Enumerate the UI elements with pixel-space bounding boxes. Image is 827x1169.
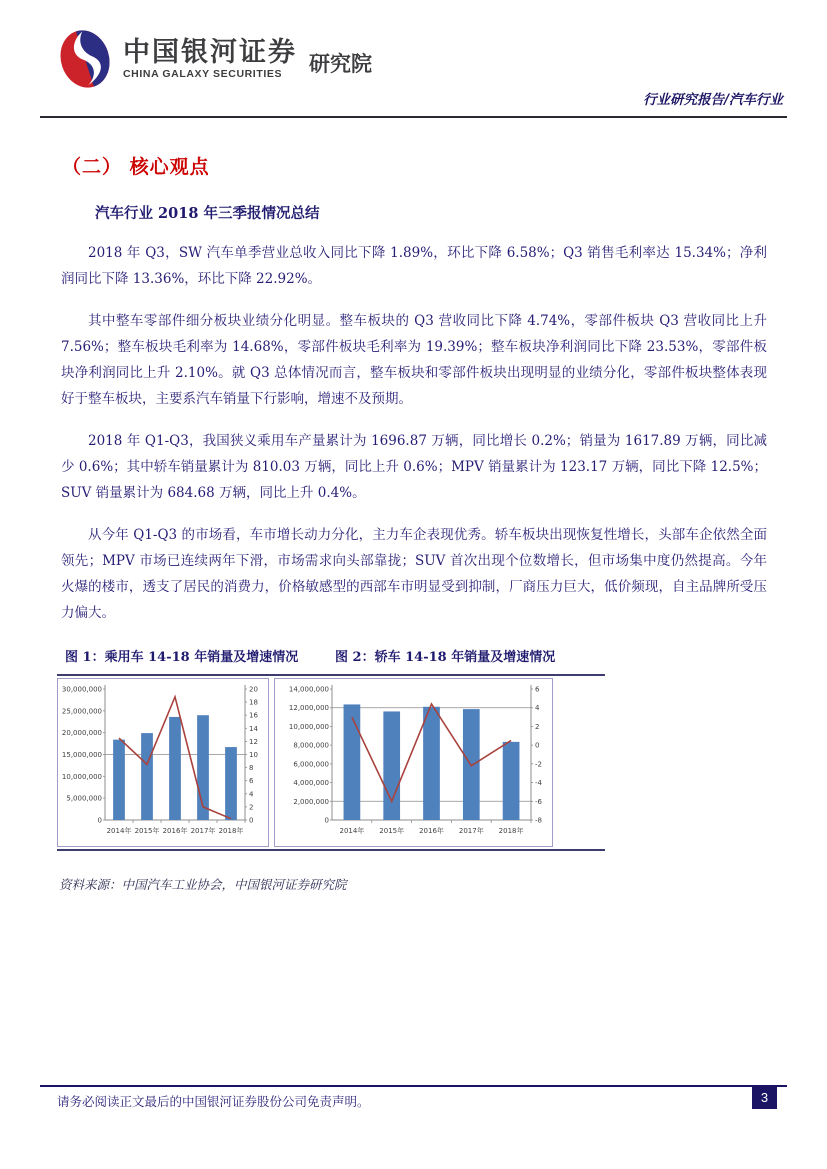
svg-text:2: 2: [249, 803, 254, 812]
svg-text:2: 2: [535, 722, 540, 731]
header-divider: [40, 116, 787, 118]
svg-text:2016年: 2016年: [162, 827, 188, 835]
svg-text:0: 0: [535, 741, 540, 750]
svg-text:10: 10: [249, 751, 258, 759]
svg-text:2018年: 2018年: [498, 827, 524, 835]
svg-text:30,000,000: 30,000,000: [61, 685, 102, 694]
svg-text:20: 20: [249, 685, 258, 694]
svg-text:0: 0: [249, 816, 254, 825]
logo-institute-label: 研究院: [309, 53, 372, 76]
svg-text:12: 12: [249, 737, 258, 746]
galaxy-logo-icon: [57, 26, 113, 92]
svg-text:6,000,000: 6,000,000: [293, 760, 329, 769]
header-logo: [57, 26, 372, 92]
svg-text:4: 4: [535, 704, 540, 713]
svg-text:8,000,000: 8,000,000: [293, 741, 329, 750]
figure1-title: 图 1：乘用车 14-18 年销量及增速情况: [65, 650, 299, 665]
logo-text: [123, 38, 297, 81]
logo-name-cn: 中国银河证券: [123, 36, 297, 67]
svg-text:2017年: 2017年: [190, 827, 216, 835]
svg-text:2015年: 2015年: [379, 827, 405, 835]
svg-text:-8: -8: [535, 816, 542, 825]
logo-name-en: CHINA GALAXY SECURITIES: [123, 68, 283, 81]
svg-text:20,000,000: 20,000,000: [61, 729, 102, 738]
svg-text:5,000,000: 5,000,000: [66, 794, 102, 803]
svg-text:4,000,000: 4,000,000: [293, 779, 329, 788]
report-type-label: 行业研究报告/汽车行业: [643, 92, 783, 108]
figure1-chart: [57, 678, 269, 847]
figure2-title: 图 2：轿车 14-18 年销量及增速情况: [335, 650, 556, 665]
figure2-chart: [274, 678, 553, 847]
paragraph: 从今年 Q1-Q3 的市场看，车市增长动力分化，主力车企表现优秀。轿车板块出现恢复性增长，头部车企依然全面领先；MPV 市场已连续两年下滑，市场需求向头部靠拢；SUV 首次出现个位数增长，但市场集中度仍然提高。今年火爆的楼市，透支了居民的消费力，价格敏感型的西部车市明显受到抑制，厂商压力巨大，低价频现，自主品牌所受压力偏大。: [61, 527, 767, 621]
paragraph: 2018 年 Q1-Q3，我国狭义乘用车产量累计为 1696.87 万辆，同比增长 0.2%；销量为 1617.89 万辆，同比减少 0.6%；其中轿车销量累计为 810.03 万辆，同比上升 0.6%；MPV 销量累计为 123.17 万辆，同比下降 12.5%；SUV 销量累计为 684.68 万辆，同比上升 0.4%。: [61, 433, 767, 501]
svg-text:-6: -6: [535, 797, 542, 806]
footer-divider: [40, 1085, 787, 1087]
svg-text:6: 6: [535, 685, 540, 694]
svg-text:2,000,000: 2,000,000: [293, 797, 329, 806]
svg-text:6: 6: [249, 777, 254, 786]
svg-text:25,000,000: 25,000,000: [61, 707, 102, 716]
svg-text:-2: -2: [535, 760, 542, 769]
paragraph: 其中整车零部件细分板块业绩分化明显。整车板块的 Q3 营收同比下降 4.74%，零部件板块 Q3 营收同比上升 7.56%；整车板块毛利率为 14.68%，零部件板块毛利率为 19.39%；整车板块净利润同比下降 23.53%，零部件板块净利润同比上升 2.10%。就 Q3 总体情况而言，整车板块和零部件板块出现明显的业绩分化，零部件板块整体表现好于整车板块，主要系汽车销量下行影响，增速不及预期。: [61, 313, 767, 407]
svg-text:8: 8: [249, 764, 254, 773]
svg-text:18: 18: [249, 698, 258, 707]
figure-titles-row: [57, 644, 605, 674]
svg-text:2016年: 2016年: [419, 827, 444, 835]
sub-heading: 汽车行业 2018 年三季报情况总结: [95, 205, 320, 222]
svg-text:2014年: 2014年: [339, 827, 365, 835]
figures-block: [57, 644, 605, 893]
footer-disclaimer: 请务必阅读正文最后的中国银河证券股份公司免责声明。: [57, 1094, 370, 1109]
svg-text:-4: -4: [535, 779, 542, 788]
svg-text:14: 14: [249, 724, 258, 733]
svg-text:14,000,000: 14,000,000: [288, 685, 329, 694]
body-text: [61, 240, 767, 642]
svg-text:4: 4: [249, 790, 254, 799]
paragraph: 2018 年 Q3，SW 汽车单季营业总收入同比下降 1.89%，环比下降 6.58%；Q3 销售毛利率达 15.34%；净利润同比下降 13.36%，环比下降 22.92%。: [61, 245, 767, 287]
svg-text:15,000,000: 15,000,000: [61, 751, 102, 759]
svg-text:16: 16: [249, 711, 258, 720]
svg-text:0: 0: [97, 816, 102, 825]
svg-text:12,000,000: 12,000,000: [288, 704, 329, 713]
source-note: 资料来源：中国汽车工业协会，中国银河证券研究院: [59, 877, 347, 892]
svg-text:2018年: 2018年: [218, 827, 244, 835]
page-number-badge: 3: [752, 1085, 777, 1109]
svg-text:2017年: 2017年: [458, 827, 484, 835]
svg-text:10,000,000: 10,000,000: [61, 772, 102, 781]
svg-text:2015年: 2015年: [134, 827, 160, 835]
svg-text:0: 0: [324, 816, 329, 825]
charts-row: [57, 674, 605, 851]
section-heading: （二） 核心观点: [62, 156, 210, 178]
svg-text:2014年: 2014年: [106, 827, 132, 835]
svg-text:10,000,000: 10,000,000: [288, 722, 329, 731]
